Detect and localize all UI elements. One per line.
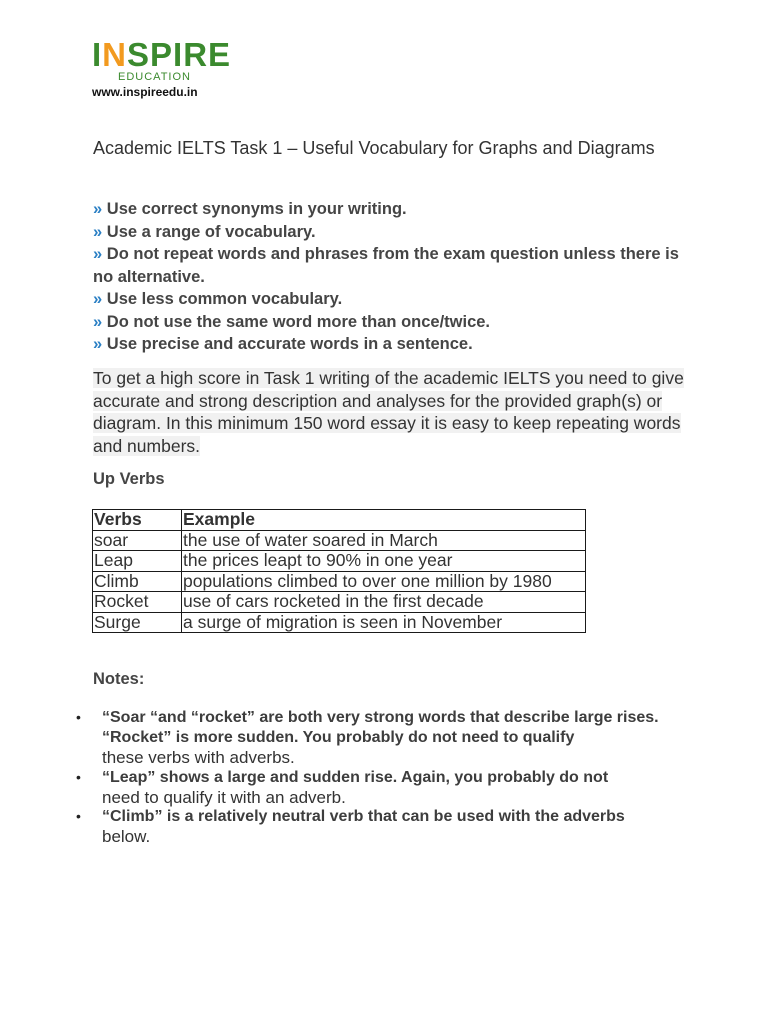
table-header-row <box>93 510 586 531</box>
tips-list <box>93 198 693 356</box>
logo-wordmark <box>92 38 252 72</box>
website-url: www.inspireedu.in <box>92 85 198 99</box>
document-title: Academic IELTS Task 1 – Useful Vocabulary for Graphs and Diagrams <box>93 138 655 158</box>
tip-text: Use precise and accurate words in a sentence. <box>106 335 473 353</box>
tip-text: Use a range of vocabulary. <box>106 222 316 241</box>
example-cell: the prices leapt to 90% in one year <box>182 551 586 572</box>
note-item <box>76 768 676 808</box>
tip-marker: » <box>93 200 103 218</box>
tip-marker: » <box>93 312 103 331</box>
tip-text: Use less common vocabulary. <box>106 290 343 308</box>
note-text-bold: “Climb” is a relatively neutral verb that can be used with the adverbs <box>102 808 625 825</box>
intro-text: To get a high score in Task 1 writing of the academic IELTS you need to give accurate and strong description and analyses for the provided graph(s) or diagram. In this minimum 150 word essay it is easy to keep repeating words and numbers. <box>93 368 684 456</box>
table-row <box>93 612 586 633</box>
bullet-icon: • <box>76 808 81 824</box>
note-text: below. <box>102 827 151 846</box>
tip-text: Do not repeat words and phrases from the exam question unless there is no alternative. <box>93 245 679 286</box>
tip-item <box>93 288 693 311</box>
table-row <box>93 530 586 551</box>
logo-letters-spire: SPIRE <box>127 36 232 73</box>
example-cell: a surge of migration is seen in November <box>182 612 586 633</box>
example-cell: populations climbed to over one million by 1980 <box>182 571 586 592</box>
note-text: these verbs with adverbs. <box>102 748 295 767</box>
table-row <box>93 571 586 592</box>
verb-cell: Leap <box>93 551 182 572</box>
tip-marker: » <box>93 290 103 308</box>
tip-item <box>93 333 693 356</box>
logo-subtitle: EDUCATION <box>118 71 191 83</box>
note-item <box>76 708 676 768</box>
verb-cell: soar <box>93 530 182 551</box>
up-verbs-table <box>92 509 586 633</box>
tip-marker: » <box>93 245 103 263</box>
tip-item <box>93 243 693 288</box>
column-header-example: Example <box>182 510 586 531</box>
table-row <box>93 592 586 613</box>
example-cell: use of cars rocketed in the first decade <box>182 592 586 613</box>
example-cell: the use of water soared in March <box>182 530 586 551</box>
verb-cell: Climb <box>93 571 182 592</box>
logo-letter-n: N <box>102 36 128 73</box>
bullet-icon: • <box>76 768 81 785</box>
verb-cell: Surge <box>93 612 182 633</box>
tip-marker: » <box>93 222 103 241</box>
note-text-bold: “Soar “and “rocket” are both very strong words that describe large rises. “Rocket” is more sudden. You probably do not need to qualify <box>102 709 659 746</box>
verb-cell: Rocket <box>93 592 182 613</box>
tip-item <box>93 221 693 244</box>
tip-text: Do not use the same word more than once/twice. <box>106 312 491 331</box>
tip-item <box>93 198 693 221</box>
section-title-up-verbs: Up Verbs <box>93 470 165 488</box>
inspire-education-logo <box>92 38 252 99</box>
note-text: need to qualify it with an adverb. <box>102 787 346 807</box>
tip-item <box>93 311 693 334</box>
notes-list <box>76 708 676 847</box>
logo-letter-i: I <box>92 36 103 73</box>
notes-title: Notes: <box>93 670 145 688</box>
note-text-bold: “Leap” shows a large and sudden rise. Again, you probably do not <box>102 768 609 786</box>
bullet-icon: • <box>76 709 81 725</box>
intro-paragraph <box>93 367 693 457</box>
note-item <box>76 807 676 847</box>
tip-marker: » <box>93 335 103 353</box>
column-header-verbs: Verbs <box>93 510 182 531</box>
tip-text: Use correct synonyms in your writing. <box>106 200 407 218</box>
table-row <box>93 551 586 572</box>
